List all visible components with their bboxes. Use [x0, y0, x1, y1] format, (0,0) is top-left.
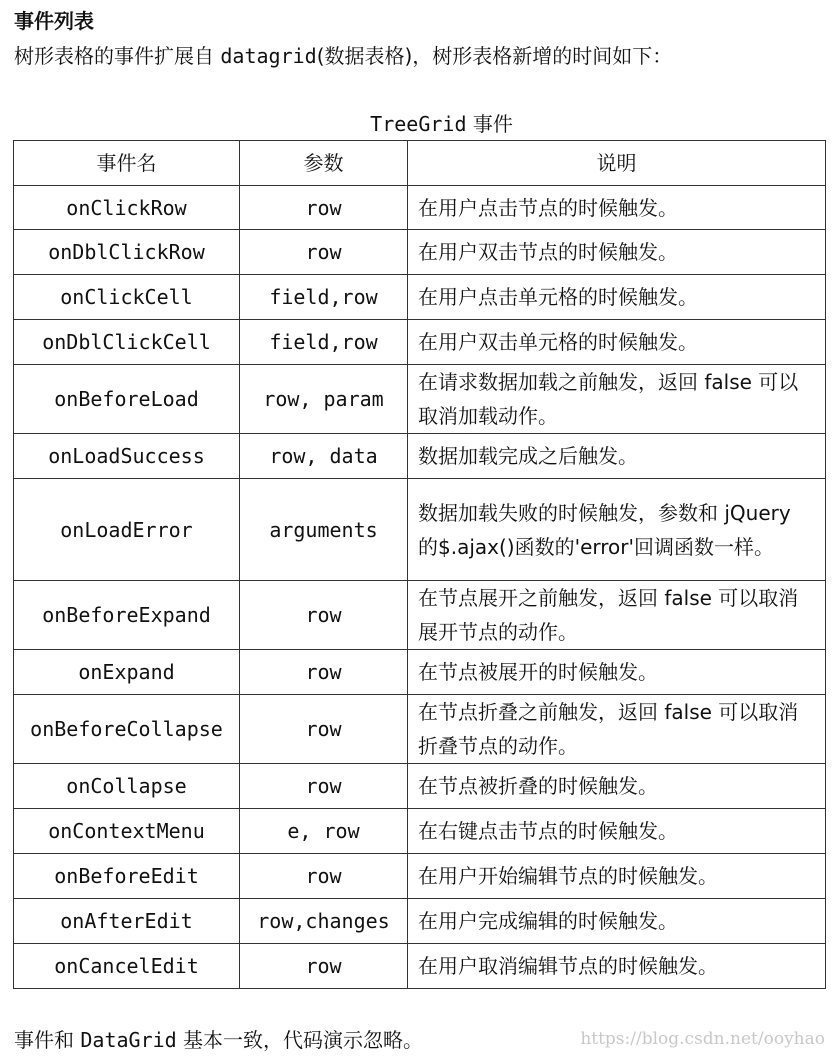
section-heading: 事件列表	[14, 9, 94, 33]
header-description: 说明	[408, 141, 826, 186]
event-description-cell: 在节点折叠之前触发，返回 false 可以取消折叠节点的动作。	[408, 695, 826, 764]
intro-text-suffix: (数据表格)，树形表格新增的时间如下：	[316, 44, 673, 68]
intro-code-datagrid: datagrid	[220, 44, 317, 68]
event-name-cell: onDblClickRow	[14, 230, 240, 275]
table-row	[14, 764, 826, 809]
table-row	[14, 809, 826, 854]
table-row	[14, 365, 826, 434]
intro-text-prefix: 树形表格的事件扩展自	[14, 44, 221, 68]
table-header-row	[14, 141, 826, 186]
event-name-cell: onBeforeCollapse	[14, 695, 240, 764]
event-params-cell: row	[240, 581, 408, 650]
event-params-cell: row	[240, 695, 408, 764]
outro-code-datagrid: DataGrid	[80, 1028, 177, 1052]
event-description-cell: 在用户完成编辑的时候触发。	[408, 899, 826, 944]
event-params-cell: row,changes	[240, 899, 408, 944]
table-row	[14, 434, 826, 479]
event-params-cell: row	[240, 186, 408, 230]
event-params-cell: row, param	[240, 365, 408, 434]
caption-text: 事件	[466, 112, 513, 136]
event-description-cell: 在右键点击节点的时候触发。	[408, 809, 826, 854]
table-row	[14, 275, 826, 320]
event-params-cell: row	[240, 944, 408, 989]
event-params-cell: e, row	[240, 809, 408, 854]
event-name-cell: onCancelEdit	[14, 944, 240, 989]
table-row	[14, 230, 826, 275]
table-row	[14, 899, 826, 944]
event-name-cell: onExpand	[14, 650, 240, 695]
header-event-name: 事件名	[14, 141, 240, 186]
event-description-cell: 数据加载失败的时候触发，参数和 jQuery 的$.ajax()函数的'error'回调函数一样。	[408, 479, 826, 581]
table-row	[14, 695, 826, 764]
table-row	[14, 479, 826, 581]
outro-text-suffix: 基本一致，代码演示忽略。	[176, 1028, 424, 1052]
event-name-cell: onBeforeEdit	[14, 854, 240, 899]
table-row	[14, 944, 826, 989]
event-description-cell: 在请求数据加载之前触发，返回 false 可以取消加载动作。	[408, 365, 826, 434]
table-row	[14, 320, 826, 365]
table-row	[14, 854, 826, 899]
event-description-cell: 在节点被折叠的时候触发。	[408, 764, 826, 809]
event-name-cell: onCollapse	[14, 764, 240, 809]
event-name-cell: onLoadSuccess	[14, 434, 240, 479]
event-description-cell: 数据加载完成之后触发。	[408, 434, 826, 479]
event-params-cell: field,row	[240, 320, 408, 365]
event-params-cell: row	[240, 230, 408, 275]
event-params-cell: row	[240, 854, 408, 899]
event-description-cell: 在用户双击单元格的时候触发。	[408, 320, 826, 365]
event-description-cell: 在用户双击节点的时候触发。	[408, 230, 826, 275]
event-params-cell: arguments	[240, 479, 408, 581]
event-params-cell: field,row	[240, 275, 408, 320]
watermark-url: https://blog.csdn.net/ooyhao	[580, 1029, 825, 1049]
event-description-cell: 在节点被展开的时候触发。	[408, 650, 826, 695]
event-name-cell: onBeforeExpand	[14, 581, 240, 650]
outro-paragraph	[14, 1025, 423, 1055]
outro-text-prefix: 事件和	[14, 1028, 81, 1052]
event-params-cell: row	[240, 650, 408, 695]
event-description-cell: 在用户点击单元格的时候触发。	[408, 275, 826, 320]
table-row	[14, 650, 826, 695]
events-table	[13, 140, 826, 989]
event-params-cell: row, data	[240, 434, 408, 479]
events-table-body	[14, 186, 826, 989]
event-name-cell: onDblClickCell	[14, 320, 240, 365]
event-params-cell: row	[240, 764, 408, 809]
event-name-cell: onBeforeLoad	[14, 365, 240, 434]
event-name-cell: onClickRow	[14, 186, 240, 230]
table-row	[14, 186, 826, 230]
event-description-cell: 在节点展开之前触发，返回 false 可以取消展开节点的动作。	[408, 581, 826, 650]
event-description-cell: 在用户取消编辑节点的时候触发。	[408, 944, 826, 989]
table-caption	[0, 109, 835, 139]
event-description-cell: 在用户点击节点的时候触发。	[408, 186, 826, 230]
event-description-cell: 在用户开始编辑节点的时候触发。	[408, 854, 826, 899]
event-name-cell: onContextMenu	[14, 809, 240, 854]
caption-code: TreeGrid	[370, 112, 467, 136]
header-params: 参数	[240, 141, 408, 186]
intro-paragraph	[14, 41, 672, 71]
event-name-cell: onClickCell	[14, 275, 240, 320]
event-name-cell: onLoadError	[14, 479, 240, 581]
table-row	[14, 581, 826, 650]
event-name-cell: onAfterEdit	[14, 899, 240, 944]
